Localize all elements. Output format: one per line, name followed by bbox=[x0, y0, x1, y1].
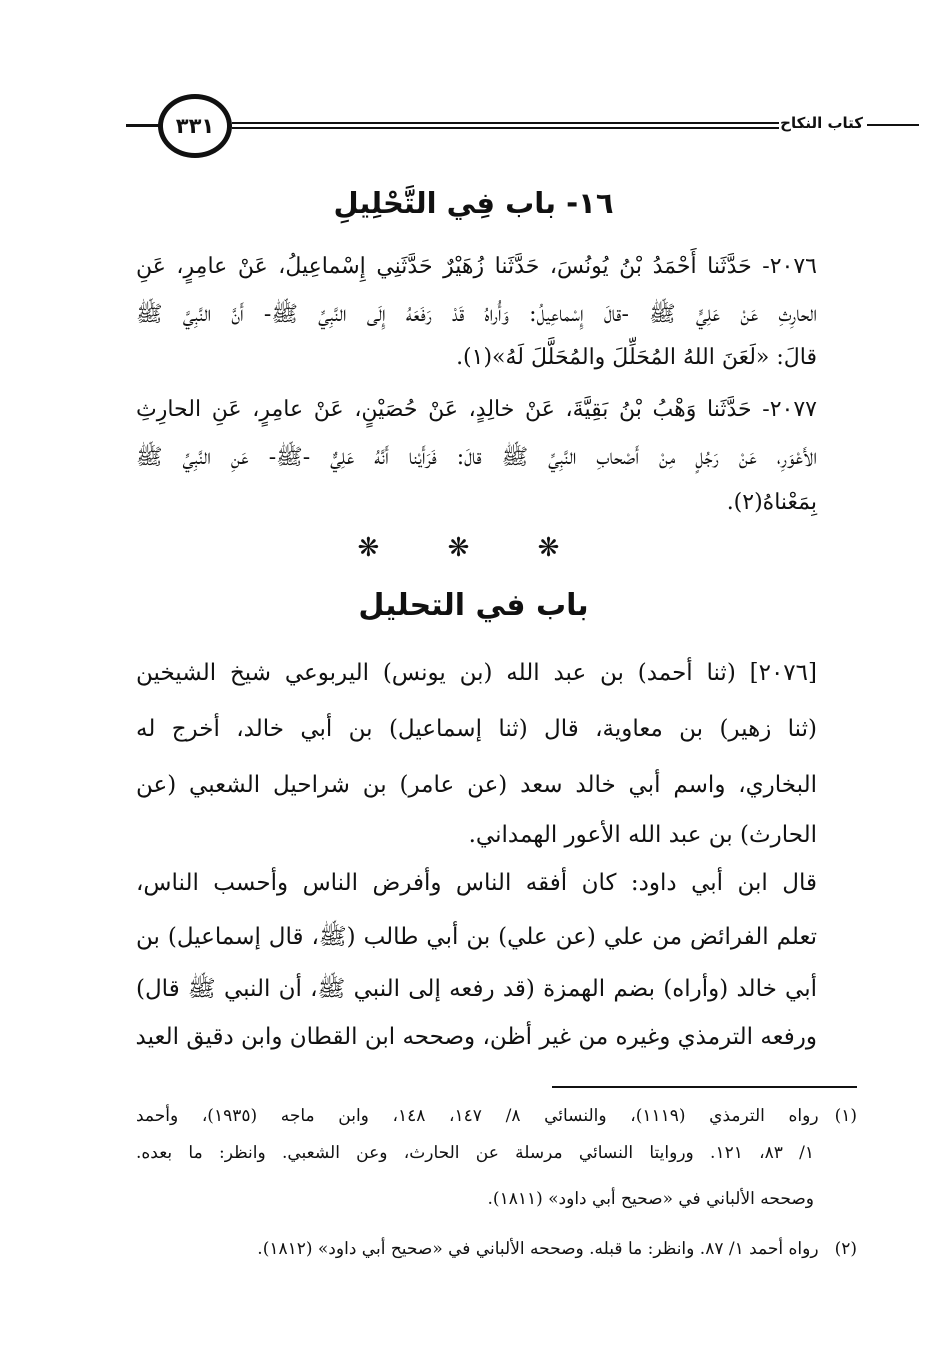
commentary-line: الحارث) بن عبد الله الأعور الهمداني. bbox=[468, 822, 817, 848]
header-rule-double bbox=[232, 127, 779, 129]
footnote-text: رواه الترمذي (١١١٩)، والنسائي ٨/ ١٤٧، ١٤٨، وابن ماجه (١٩٣٥)، وأحمد bbox=[136, 1106, 819, 1126]
commentary-line: [٢٠٧٦] (ثنا أحمد) بن عبد الله (بن يونس) اليربوعي شيخ الشيخين bbox=[136, 660, 817, 686]
page-number-oval bbox=[158, 94, 232, 158]
footnote-1-line-3: وصححه الألباني في «صحيح أبي داود» (١٨١١). bbox=[487, 1189, 814, 1209]
footnote-1-line-2: ١/ ٨٣، ١٢١. وروايتا النسائي مرسلة عن الحارث، وعن الشعبي. وانظر: ما بعده. bbox=[136, 1143, 814, 1163]
header-rule-left bbox=[126, 124, 162, 127]
commentary-section-title: باب في التحليل bbox=[358, 588, 589, 623]
matn-line: الحارِثِ عَنْ عَلِيٍّ ﷺ -قالَ إِسْماعِيلُ: وَأُراهُ قَدْ رَفَعَهُ إِلَى النَّبِيِّ ﷺ- أَنَّ النَّبِيَّ ﷺ bbox=[136, 302, 817, 327]
commentary-line: تعلم الفرائض من علي (عن علي) بن أبي طالب (ﷺ، قال إسماعيل) بن bbox=[136, 924, 817, 950]
commentary-line: ورفعه الترمذي وغيره من غير أظن، وصححه ابن القطان وابن دقيق العيد bbox=[135, 1024, 817, 1050]
matn-line: الأَعْوَرِ، عَنْ رَجُلٍ مِنْ أَصْحابِ النَّبِيِّ ﷺ قالَ: فَرَأَيْنا أَنَّهُ عَلِيٌّ -ﷺ- عَنِ النَّبِيِّ ﷺ bbox=[136, 445, 817, 470]
matn-line: ٢٠٧٦- حَدَّثَنا أَحْمَدُ بْنُ يُونُسَ، حَدَّثَنا زُهَيْرٌ حَدَّثَنِي إِسْماعِيلُ، عَنْ عامِرٍ، عَنِ bbox=[136, 254, 817, 279]
page-number: ٣٣١ bbox=[175, 114, 215, 138]
commentary-line: قال ابن أبي داود: كان أفقه الناس وأفرض الناس وأحسب الناس، bbox=[136, 870, 817, 896]
matn-line: ٢٠٧٧- حَدَّثَنا وَهْبُ بْنُ بَقِيَّةَ، عَنْ خالِدٍ، عَنْ حُصَيْنٍ، عَنْ عامِرٍ، عَنِ الحارِثِ bbox=[136, 397, 817, 422]
header-dash bbox=[867, 124, 919, 126]
footnote-1-line-1 bbox=[136, 1106, 857, 1126]
footnote-2 bbox=[136, 1239, 857, 1259]
section-separator-stars: ❋ ❋ ❋ bbox=[357, 533, 590, 563]
matn-line: قالَ: «لَعَنَ اللهُ المُحَلِّلَ والمُحَلَّلَ لَهُ»(١). bbox=[456, 345, 817, 370]
commentary-line: (ثنا زهير) بن معاوية، قال (ثنا إسماعيل) بن أبي خالد، أخرج له bbox=[136, 716, 817, 742]
matn-line: بِمَعْناهُ(٢). bbox=[726, 490, 817, 515]
commentary-line: أبي خالد (وأراه) بضم الهمزة (قد رفعه إلى النبي ﷺ، أن النبي ﷺ قال) bbox=[136, 976, 817, 1002]
footnote-separator bbox=[552, 1086, 857, 1088]
commentary-line: البخاري، واسم أبي خالد سعد (عن عامر) بن شراحيل الشعبي (عن bbox=[136, 772, 817, 798]
chapter-title: ١٦- باب فِي التَّحْلِيلِ bbox=[333, 186, 614, 220]
footnote-number: (١) bbox=[834, 1106, 857, 1126]
header-rule bbox=[232, 122, 779, 124]
running-head-book-title: كتاب النكاح bbox=[780, 114, 863, 132]
footnote-text: رواه أحمد ١/ ٨٧. وانظر: ما قبله. وصححه الألباني في «صحيح أبي داود» (١٨١٢). bbox=[257, 1239, 819, 1259]
footnote-number: (٢) bbox=[834, 1239, 857, 1259]
